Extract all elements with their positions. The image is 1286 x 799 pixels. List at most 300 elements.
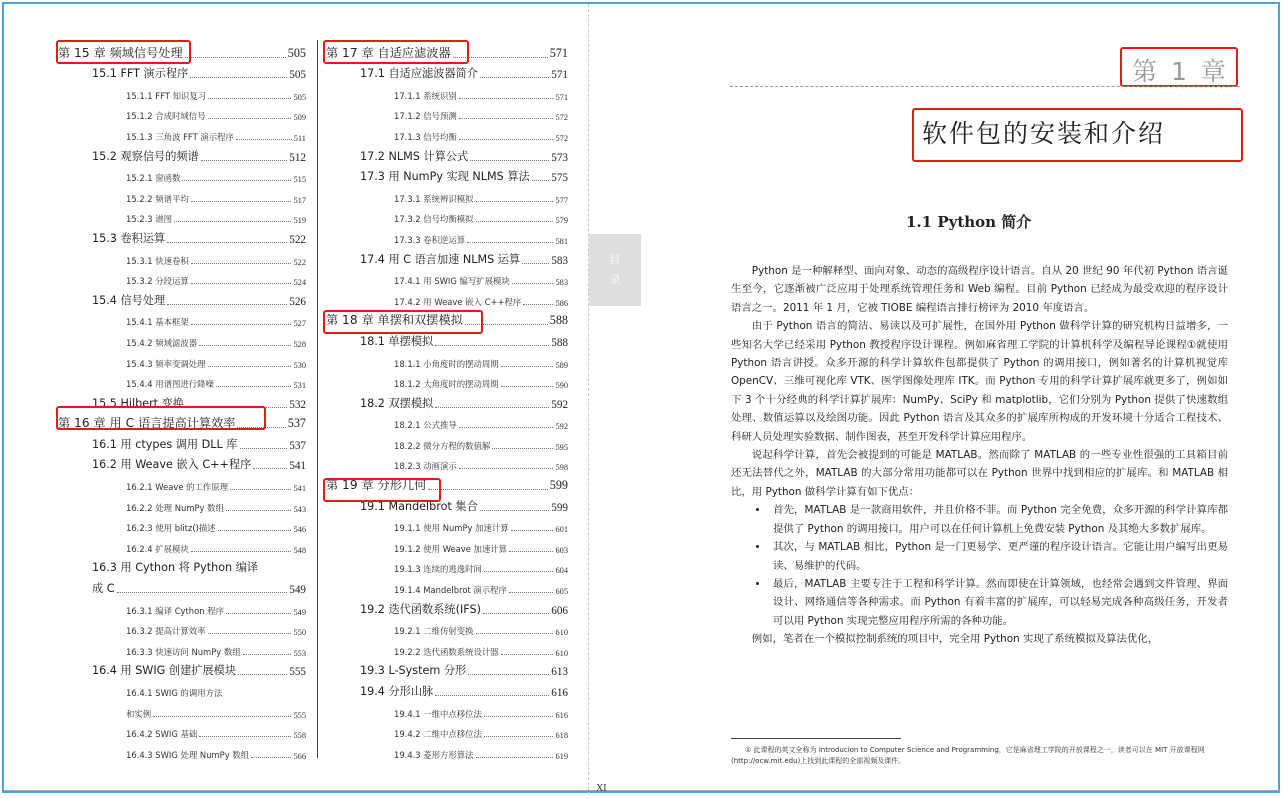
toc-leader-dots bbox=[522, 263, 549, 264]
toc-entry-label: 19.1 Mandelbrot 集合 bbox=[360, 499, 478, 513]
toc-leader-dots bbox=[467, 242, 553, 243]
toc-entry-page: 604 bbox=[555, 566, 568, 576]
toc-entry-page: 519 bbox=[293, 216, 306, 226]
toc-entry[interactable] bbox=[58, 493, 306, 514]
toc-entry-label: 19.3 L-System 分形 bbox=[360, 664, 467, 678]
toc-entry-page: 528 bbox=[293, 339, 306, 349]
toc-leader-dots bbox=[117, 592, 288, 593]
toc-entry-label: 16.3.2 提高计算效率 bbox=[126, 626, 206, 637]
toc-entry[interactable] bbox=[326, 122, 568, 143]
toc-entry-page: 598 bbox=[555, 463, 568, 473]
toc-leader-dots bbox=[199, 736, 291, 737]
toc-entry-page: 527 bbox=[293, 319, 306, 329]
toc-leader-dots bbox=[253, 468, 287, 469]
toc-entry[interactable] bbox=[58, 699, 306, 720]
toc-entry-page: 588 bbox=[551, 336, 568, 349]
toc-entry-label: 15.4 信号处理 bbox=[92, 293, 166, 307]
toc-leader-dots bbox=[484, 571, 554, 572]
toc-column-middle bbox=[326, 40, 568, 761]
toc-entry-page: 524 bbox=[293, 278, 306, 288]
toc-entry-page: 548 bbox=[293, 545, 306, 555]
toc-leader-dots bbox=[483, 613, 549, 614]
toc-entry-label: 19.2 迭代函数系统(IFS) bbox=[360, 602, 481, 616]
toc-entry-page: 616 bbox=[551, 687, 568, 699]
toc-entry-page: 537 bbox=[289, 439, 306, 452]
toc-leader-dots bbox=[476, 633, 554, 634]
toc-leader-dots bbox=[476, 201, 554, 202]
toc-entry-label: 16.3.1 编译 Cython 程序 bbox=[126, 605, 224, 616]
toc-entry-label: 16.4.2 SWIG 基础 bbox=[126, 729, 198, 740]
toc-entry-label: 17.4.2 用 Weave 嵌入 C++程序 bbox=[394, 296, 522, 307]
toc-entry[interactable] bbox=[58, 61, 306, 82]
toc-entry-label: 第 15 章 频域信号处理 bbox=[58, 45, 183, 60]
toc-entry[interactable] bbox=[58, 184, 306, 205]
toc-leader-dots bbox=[512, 283, 554, 284]
toc-entry[interactable] bbox=[326, 349, 568, 370]
paragraph-3: 说起科学计算，首先会被提到的可能是 MATLAB。然而除了 MATLAB 的一些专业性很强的工具箱目前还无法替代之外，MATLAB 的大部分常用功能都可以在 Python 世界中找到相应的扩展库。和 MATLAB 相比，用 Python 做科学计算有如下优点： bbox=[731, 449, 1228, 498]
toc-leader-dots bbox=[459, 139, 554, 140]
toc-entry-page: 573 bbox=[551, 151, 568, 164]
toc-entry[interactable] bbox=[326, 452, 568, 473]
toc-entry[interactable] bbox=[326, 534, 568, 555]
toc-entry-page: 618 bbox=[555, 731, 568, 741]
toc-entry-page: 571 bbox=[551, 69, 568, 82]
toc-entry-label: 第 19 章 分形几何 bbox=[326, 478, 427, 493]
toc-entry-label: 17.1.2 信号预测 bbox=[394, 111, 457, 122]
toc-entry[interactable] bbox=[326, 61, 568, 82]
toc-entry-label: 19.2.1 二维仿射变换 bbox=[394, 626, 474, 637]
toc-entry[interactable] bbox=[326, 658, 568, 679]
toc-leader-dots bbox=[428, 489, 547, 490]
toc-entry-page: 572 bbox=[555, 133, 568, 143]
toc-leader-dots bbox=[435, 695, 549, 696]
toc-leader-dots bbox=[501, 654, 554, 655]
toc-leader-dots bbox=[465, 324, 548, 325]
toc-entry[interactable] bbox=[326, 225, 568, 246]
toc-entry-page: 505 bbox=[289, 69, 306, 82]
toc-leader-dots bbox=[509, 592, 554, 593]
toc-entry-page: 592 bbox=[555, 422, 568, 432]
toc-entry[interactable] bbox=[58, 102, 306, 123]
toc-entry-label: 17.3.2 信号均衡模拟 bbox=[394, 214, 474, 225]
toc-entry-label: 16.4.1 SWIG 的调用方法 bbox=[126, 688, 223, 698]
toc-entry[interactable] bbox=[326, 370, 568, 391]
toc-entry[interactable] bbox=[58, 205, 306, 226]
toc-leader-dots bbox=[453, 57, 548, 58]
toc-entry-page: 558 bbox=[293, 731, 306, 741]
toc-entry[interactable] bbox=[58, 472, 306, 493]
toc-entry-page: 589 bbox=[555, 360, 568, 370]
toc-entry[interactable] bbox=[326, 143, 568, 164]
toc-entry-page: 588 bbox=[549, 313, 568, 328]
toc-entry-label: 15.3.2 分段运算 bbox=[126, 276, 189, 287]
toc-leader-dots bbox=[174, 221, 291, 222]
toc-entry-page: 599 bbox=[549, 478, 568, 493]
toc-entry-page: 571 bbox=[555, 92, 568, 102]
toc-entry-label: 16.3 用 Cython 将 Python 编译 bbox=[92, 561, 259, 575]
toc-entry-label: 17.4 用 C 语言加速 NLMS 运算 bbox=[360, 252, 521, 266]
toc-leader-dots bbox=[199, 345, 291, 346]
toc-leader-dots bbox=[190, 77, 287, 78]
toc-entry-label: 17.1.3 信号均衡 bbox=[394, 131, 457, 142]
toc-entry-page: 590 bbox=[555, 381, 568, 391]
toc-entry-page: 595 bbox=[555, 442, 568, 452]
toc-entry[interactable] bbox=[326, 184, 568, 205]
toc-entry[interactable] bbox=[326, 205, 568, 226]
toc-entry[interactable] bbox=[58, 658, 306, 679]
toc-entry[interactable] bbox=[58, 637, 306, 658]
toc-leader-dots bbox=[251, 757, 291, 758]
toc-entry-label: 15.1.2 合成时域信号 bbox=[126, 111, 206, 122]
toc-entry-page: 583 bbox=[551, 254, 568, 267]
toc-entry[interactable] bbox=[58, 617, 306, 638]
toc-entry[interactable] bbox=[326, 246, 568, 267]
toc-leader-dots bbox=[240, 448, 288, 449]
toc-entry-label: 19.1.1 使用 NumPy 加速计算 bbox=[394, 523, 509, 534]
toc-entry-label: 15.4.4 用谱图进行降噪 bbox=[126, 379, 214, 390]
toc-entry-label: 18.1.2 大角度时的摆动周期 bbox=[394, 379, 499, 390]
toc-leader-dots bbox=[459, 427, 554, 428]
toc-tab-char-2: 录 bbox=[609, 273, 621, 286]
toc-entry[interactable] bbox=[326, 720, 568, 741]
toc-entry-page: 577 bbox=[555, 195, 568, 205]
toc-leader-dots bbox=[208, 366, 292, 367]
toc-entry[interactable] bbox=[58, 143, 306, 164]
toc-entry[interactable] bbox=[326, 431, 568, 452]
toc-entry-page: 586 bbox=[555, 298, 568, 308]
toc-leader-dots bbox=[191, 283, 292, 284]
toc-leader-dots bbox=[237, 427, 285, 428]
toc-entry-label: 15.5 Hilbert 变换 bbox=[92, 396, 184, 410]
toc-entry[interactable] bbox=[326, 287, 568, 308]
toc-leader-dots bbox=[476, 221, 554, 222]
toc-entry-label: 15.2 观察信号的频谱 bbox=[92, 149, 199, 163]
toc-entry-page: 526 bbox=[289, 295, 306, 308]
toc-entry-label: 18.1.1 小角度时的摆动周期 bbox=[394, 358, 499, 369]
toc-entry-page: 537 bbox=[287, 416, 306, 431]
toc-entry[interactable] bbox=[58, 431, 306, 452]
toc-entry[interactable] bbox=[58, 122, 306, 143]
toc-entry[interactable] bbox=[58, 596, 306, 617]
toc-leader-dots bbox=[182, 180, 291, 181]
toc-entry[interactable] bbox=[326, 81, 568, 102]
toc-leader-dots bbox=[492, 448, 553, 449]
body-text bbox=[731, 262, 1228, 649]
toc-entry-label: 15.4.2 频域滤波器 bbox=[126, 337, 198, 348]
bullet-list bbox=[731, 501, 1228, 630]
toc-leader-dots bbox=[501, 366, 554, 367]
toc-leader-dots bbox=[191, 551, 292, 552]
toc-entry-page: 610 bbox=[555, 648, 568, 658]
toc-entry-label: 第 18 章 单摆和双摆模拟 bbox=[326, 313, 463, 328]
toc-entry-page: 601 bbox=[555, 525, 568, 535]
toc-entry-page: 613 bbox=[551, 666, 568, 679]
toc-entry[interactable] bbox=[58, 267, 306, 288]
toc-leader-dots bbox=[167, 304, 287, 305]
toc-entry[interactable] bbox=[58, 555, 306, 576]
toc-leader-dots bbox=[476, 757, 554, 758]
toc-leader-dots bbox=[484, 736, 554, 737]
toc-entry-label: 18.2.3 动画演示 bbox=[394, 461, 457, 472]
toc-entry[interactable] bbox=[58, 328, 306, 349]
toc-entry[interactable] bbox=[58, 225, 306, 246]
toc-leader-dots bbox=[435, 345, 549, 346]
toc-leader-dots bbox=[459, 98, 554, 99]
footer-rule bbox=[4, 790, 1280, 791]
toc-entry[interactable] bbox=[326, 102, 568, 123]
toc-entry[interactable] bbox=[58, 370, 306, 391]
toc-leader-dots bbox=[468, 674, 549, 675]
toc-entry[interactable] bbox=[326, 740, 568, 761]
toc-entry-page: 619 bbox=[555, 751, 568, 761]
page-gutter bbox=[588, 4, 589, 795]
toc-leader-dots bbox=[216, 386, 292, 387]
toc-entry-label: 16.3.3 快速访问 NumPy 数组 bbox=[126, 646, 241, 657]
toc-entry[interactable] bbox=[326, 328, 568, 349]
toc-entry[interactable] bbox=[58, 575, 306, 596]
toc-leader-dots bbox=[435, 407, 549, 408]
toc-entry-label: 16.2 用 Weave 嵌入 C++程序 bbox=[92, 458, 252, 472]
toc-entry-page: 583 bbox=[555, 278, 568, 288]
toc-leader-dots bbox=[501, 386, 554, 387]
toc-entry[interactable] bbox=[58, 740, 306, 761]
toc-entry[interactable] bbox=[58, 287, 306, 308]
toc-entry[interactable] bbox=[326, 575, 568, 596]
toc-leader-dots bbox=[218, 530, 292, 531]
toc-entry[interactable] bbox=[326, 267, 568, 288]
toc-entry[interactable] bbox=[58, 164, 306, 185]
toc-entry-label: 19.4 分形山脉 bbox=[360, 685, 434, 698]
toc-entry[interactable] bbox=[58, 81, 306, 102]
toc-entry-page: 522 bbox=[293, 257, 306, 267]
toc-entry-label: 16.4.3 SWIG 处理 NumPy 数组 bbox=[126, 749, 250, 760]
toc-entry-label: 15.3 卷积运算 bbox=[92, 231, 166, 245]
toc-entry-label: 17.3.1 系统辨识模拟 bbox=[394, 193, 474, 204]
toc-entry[interactable] bbox=[58, 308, 306, 329]
toc-entry-page: 555 bbox=[289, 666, 306, 679]
toc-entry-label: 第 16 章 用 C 语言提高计算效率 bbox=[58, 416, 236, 431]
toc-entry[interactable] bbox=[326, 596, 568, 617]
toc-entry-page: 549 bbox=[293, 607, 306, 617]
toc-entry[interactable] bbox=[326, 637, 568, 658]
toc-entry-page: 575 bbox=[551, 172, 568, 185]
toc-entry-label: 18.2.1 公式推导 bbox=[394, 420, 457, 431]
toc-entry-page: 505 bbox=[287, 45, 306, 60]
toc-entry[interactable] bbox=[58, 534, 306, 555]
toc-leader-dots bbox=[226, 510, 292, 511]
toc-entry-label: 18.1 单摆模拟 bbox=[360, 334, 434, 348]
toc-chapter-entry[interactable] bbox=[326, 40, 568, 61]
page-number: XI bbox=[596, 783, 607, 794]
toc-chapter-entry[interactable] bbox=[326, 472, 568, 493]
toc-entry-page: 550 bbox=[293, 628, 306, 638]
toc-entry-page: 606 bbox=[551, 604, 568, 617]
toc-entry-label: 16.1 用 ctypes 调用 DLL 库 bbox=[92, 437, 238, 451]
toc-leader-dots bbox=[470, 160, 549, 161]
toc-entry-page: 543 bbox=[293, 504, 306, 514]
toc-leader-dots bbox=[226, 613, 291, 614]
toc-entry-label: 15.1.3 三角波 FFT 演示程序 bbox=[126, 131, 234, 142]
toc-entry[interactable] bbox=[58, 246, 306, 267]
toc-entry-label: 16.2.4 扩展模块 bbox=[126, 543, 189, 554]
column-separator bbox=[317, 40, 318, 758]
toc-leader-dots bbox=[480, 510, 549, 511]
toc-tab-char-1: 目 bbox=[609, 253, 621, 266]
toc-entry-label: 17.2 NLMS 计算公式 bbox=[360, 149, 469, 163]
toc-entry[interactable] bbox=[58, 514, 306, 535]
bullet-item: • 其次，与 MATLAB 相比，Python 是一门更易学、更严谨的程序设计语言。它能让用户编写出更易读、易维护的代码。 bbox=[769, 538, 1228, 575]
toc-entry-page: 541 bbox=[289, 460, 306, 473]
toc-entry-label: 15.2.1 窗函数 bbox=[126, 173, 181, 184]
toc-leader-dots bbox=[484, 716, 554, 717]
toc-entry-label: 17.3.3 卷积逆运算 bbox=[394, 234, 466, 245]
toc-entry-page: 509 bbox=[293, 113, 306, 123]
toc-entry-label: 15.4.3 频率变调处理 bbox=[126, 358, 206, 369]
toc-entry-page: 571 bbox=[549, 45, 568, 60]
toc-leader-dots bbox=[243, 654, 292, 655]
toc-entry-page: 541 bbox=[293, 484, 306, 494]
toc-entry-page: 599 bbox=[551, 501, 568, 514]
toc-entry-label: 15.3.1 快速卷积 bbox=[126, 255, 189, 266]
toc-entry-page: 581 bbox=[555, 236, 568, 246]
toc-entry[interactable] bbox=[326, 617, 568, 638]
toc-chapter-entry[interactable] bbox=[58, 40, 306, 61]
toc-entry[interactable] bbox=[58, 390, 306, 411]
toc-entry[interactable] bbox=[326, 514, 568, 535]
toc-entry-label: 15.1 FFT 演示程序 bbox=[92, 67, 189, 81]
toc-entry-label: 16.2.1 Weave 的工作原理 bbox=[126, 482, 229, 493]
toc-entry-page: 572 bbox=[555, 113, 568, 123]
bullet-item: • 最后，MATLAB 主要专注于工程和科学计算。然而即使在计算领域，也经常会遇到文件管理、界面设计、网络通信等各种需求。而 Python 有着丰富的扩展库，可以轻易完成各种高级任务，开发者可以用 Python 实现完整应用程序所需的各种功能。 bbox=[769, 575, 1228, 630]
toc-entry-page: 592 bbox=[551, 398, 568, 411]
toc-entry-page: 549 bbox=[289, 584, 306, 597]
toc-leader-dots bbox=[230, 489, 291, 490]
toc-entry[interactable] bbox=[326, 411, 568, 432]
toc-leader-dots bbox=[208, 633, 292, 634]
toc-entry[interactable] bbox=[326, 555, 568, 576]
toc-entry-label: 和实例 bbox=[126, 708, 152, 719]
toc-entry-page: 610 bbox=[555, 628, 568, 638]
toc-leader-dots bbox=[238, 674, 287, 675]
toc-entry-page: 522 bbox=[289, 233, 306, 246]
toc-entry-page: 517 bbox=[293, 195, 306, 205]
toc-leader-dots bbox=[191, 263, 292, 264]
chapter-number: 第 1 章 bbox=[1132, 57, 1229, 86]
paragraph-2: 由于 Python 语言的简洁、易读以及可扩展性，在国外用 Python 做科学计算的研究机构日益增多，一些知名大学已经采用 Python 教授程序设计课程。例如麻省理工学院的计算机科学及编程导论课程①就使用 Python 语言讲授。众多开源的科学计算软件包都提供了 Python 的调用接口，例如著名的计算机视觉库 OpenCV、三维可视化库 VTK、医学图像处理库 ITK。而 Python 专用的科学计算扩展库就更多了，例如如下 3 个十分经典的科学计算扩展库：NumPy、SciPy 和 matplotlib，它们分别为 Python 提供了快速数组处理、数值运算以及绘图功能。因此 Python 语言及其众多的扩展库所构成的开发环境十分适合工程技术、科研人员处理实验数据、制作图表，甚至开发科学计算应用程序。 bbox=[731, 320, 1228, 443]
toc-leader-dots bbox=[201, 160, 287, 161]
toc-leader-dots bbox=[191, 324, 292, 325]
toc-entry[interactable] bbox=[58, 349, 306, 370]
toc-entry[interactable] bbox=[326, 678, 568, 699]
toc-entry-page: 532 bbox=[289, 398, 306, 411]
toc-leader-dots bbox=[480, 77, 549, 78]
toc-entry-label: 19.4.1 一维中点移位法 bbox=[394, 708, 482, 719]
toc-entry[interactable] bbox=[326, 390, 568, 411]
toc-side-tab[interactable] bbox=[589, 234, 641, 306]
toc-entry-page: 616 bbox=[555, 710, 568, 720]
toc-leader-dots bbox=[185, 57, 286, 58]
toc-entry-page: 546 bbox=[293, 525, 306, 535]
toc-column-left bbox=[58, 40, 306, 761]
paragraph-4: 例如，笔者在一个模拟控制系统的项目中，完全用 Python 实现了系统模拟及算法优化， bbox=[751, 633, 1159, 646]
toc-entry[interactable] bbox=[326, 699, 568, 720]
toc-entry-label: 19.1.2 使用 Weave 加速计算 bbox=[394, 543, 508, 554]
toc-entry-page: 603 bbox=[555, 545, 568, 555]
toc-leader-dots bbox=[459, 118, 554, 119]
toc-chapter-entry[interactable] bbox=[58, 411, 306, 432]
section-title: 1.1 Python 简介 bbox=[906, 213, 1032, 231]
toc-entry-page: 515 bbox=[293, 175, 306, 185]
toc-entry[interactable] bbox=[326, 164, 568, 185]
toc-entry-page: 505 bbox=[293, 92, 306, 102]
toc-entry-label: 16.2.3 使用 blitz()描述 bbox=[126, 523, 216, 534]
toc-entry-label: 19.4.3 菱形方形算法 bbox=[394, 749, 474, 760]
toc-entry-label: 15.2.2 频谱平均 bbox=[126, 193, 189, 204]
toc-entry-label: 第 17 章 自适应滤波器 bbox=[326, 45, 451, 60]
toc-entry-label: 15.4.1 基本框架 bbox=[126, 317, 189, 328]
toc-entry-label: 17.1 自适应滤波器简介 bbox=[360, 67, 478, 81]
toc-leader-dots bbox=[523, 304, 553, 305]
footnote: ① 此课程的英文全称为 Introducion to Computer Science and Programming，它是麻省理工学院的开放课程之一，读者可以在 MIT 开放课程网(http://ocw.mit.edu)上找到此课程的全部视频及课件。 bbox=[731, 746, 1205, 765]
chapter-rule bbox=[730, 86, 1240, 87]
toc-leader-dots bbox=[186, 407, 287, 408]
paragraph-1: Python 是一种解释型、面向对象、动态的高级程序设计语言。自从 20 世纪 90 年代初 Python 语言诞生至今，它逐渐被广泛应用于处理系统管理任务和 Web 编程。目前 Python 已经成为最受欢迎的程序设计语言之一。2011 年 1 月，它被 TIOBE 编程语言排行榜评为 2010 年度语言。 bbox=[731, 265, 1228, 314]
toc-leader-dots bbox=[191, 201, 292, 202]
toc-entry-page: 531 bbox=[293, 381, 306, 391]
toc-leader-dots bbox=[153, 716, 291, 717]
toc-leader-dots bbox=[236, 139, 292, 140]
bullet-item: • 首先，MATLAB 是一款商用软件，并且价格不菲。而 Python 完全免费，众多开源的科学计算库都提供了 Python 的调用接口。用户可以在任何计算机上免费安装 Python 及其绝大多数扩展库。 bbox=[769, 501, 1228, 538]
toc-entry-label: 成 C bbox=[92, 582, 115, 596]
toc-entry-page: 566 bbox=[293, 751, 306, 761]
toc-leader-dots bbox=[459, 468, 554, 469]
toc-entry[interactable] bbox=[58, 452, 306, 473]
toc-entry-page: 553 bbox=[293, 648, 306, 658]
toc-entry-page: 605 bbox=[555, 587, 568, 597]
toc-entry[interactable] bbox=[58, 720, 306, 741]
toc-entry-label: 17.3 用 NumPy 实现 NLMS 算法 bbox=[360, 170, 530, 184]
toc-entry-label: 18.2.2 微分方程的数值解 bbox=[394, 440, 491, 451]
toc-entry-page: 512 bbox=[289, 151, 306, 164]
toc-entry-page: 511 bbox=[293, 133, 306, 143]
toc-entry-label: 15.1.1 FFT 知识复习 bbox=[126, 90, 207, 101]
toc-entry-page: 530 bbox=[293, 360, 306, 370]
toc-entry-label: 16.2.2 处理 NumPy 数组 bbox=[126, 502, 224, 513]
toc-leader-dots bbox=[208, 98, 291, 99]
toc-leader-dots bbox=[167, 242, 287, 243]
toc-entry-page: 579 bbox=[555, 216, 568, 226]
toc-entry-label: 19.1.3 连续的逃逸时间 bbox=[394, 564, 482, 575]
toc-entry[interactable] bbox=[326, 493, 568, 514]
chapter-title: 软件包的安装和介绍 bbox=[922, 119, 1166, 148]
toc-entry-page: 555 bbox=[293, 710, 306, 720]
toc-chapter-entry[interactable] bbox=[326, 308, 568, 329]
toc-entry-label: 17.1.1 系统识别 bbox=[394, 90, 457, 101]
toc-entry-label: 17.4.1 用 SWIG 编写扩展模块 bbox=[394, 276, 510, 287]
toc-leader-dots bbox=[509, 551, 553, 552]
toc-entry-label: 19.4.2 二维中点移位法 bbox=[394, 729, 482, 740]
toc-entry[interactable] bbox=[58, 678, 306, 699]
toc-entry-label: 15.2.3 谱图 bbox=[126, 214, 173, 225]
toc-leader-dots bbox=[532, 180, 550, 181]
toc-entry-label: 19.1.4 Mandelbrot 演示程序 bbox=[394, 585, 507, 596]
footnote-rule bbox=[731, 738, 901, 739]
toc-entry-label: 19.2.2 迭代函数系统设计器 bbox=[394, 646, 499, 657]
toc-entry-label: 18.2 双摆模拟 bbox=[360, 396, 434, 410]
toc-leader-dots bbox=[511, 530, 554, 531]
toc-entry-label: 16.4 用 SWIG 创建扩展模块 bbox=[92, 664, 237, 678]
toc-leader-dots bbox=[208, 118, 292, 119]
